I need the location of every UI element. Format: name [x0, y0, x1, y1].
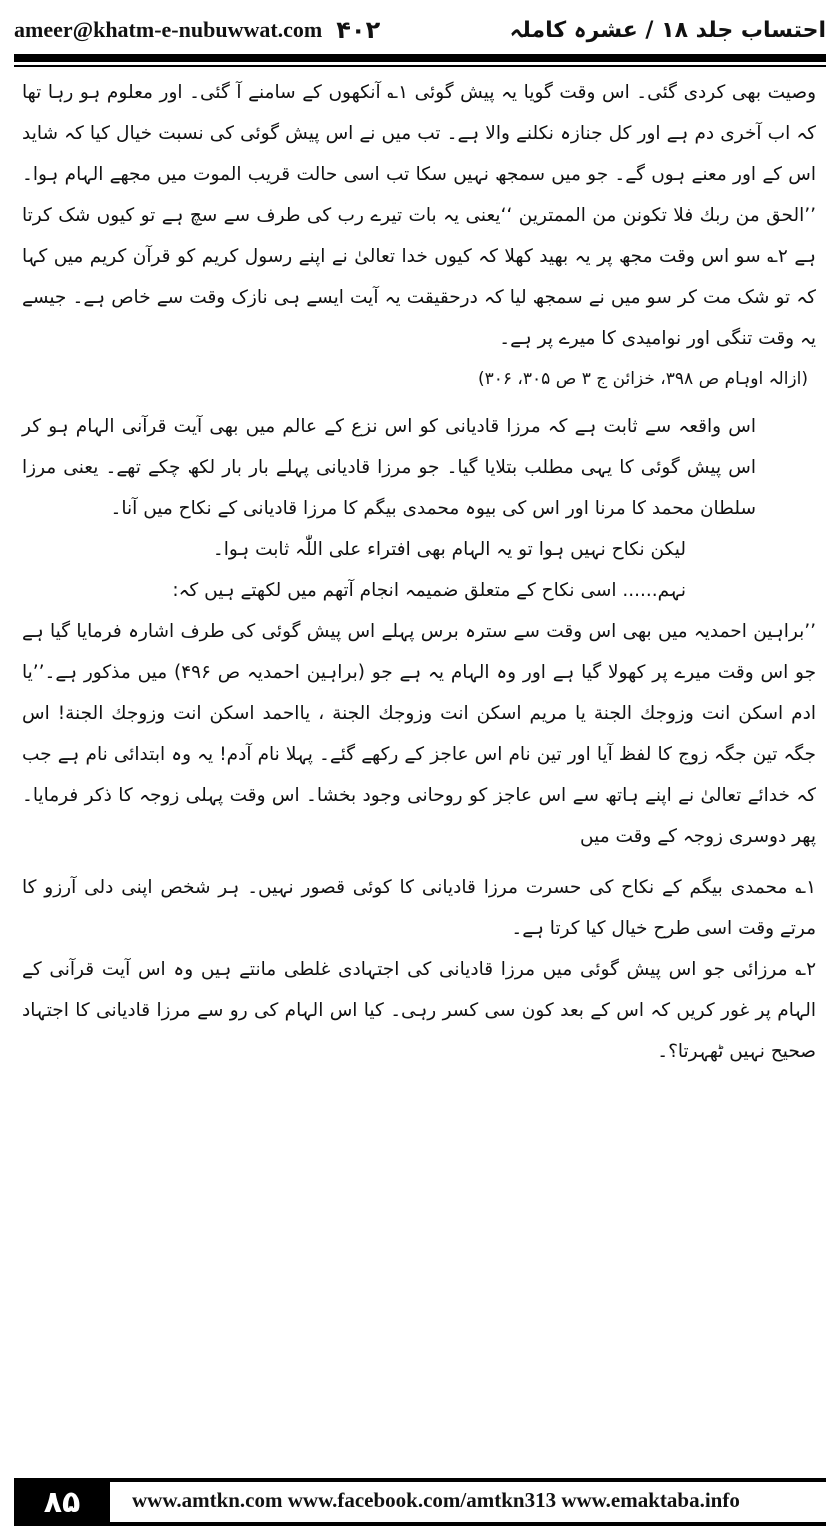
page-header	[14, 10, 826, 50]
paragraph-3: لیکن نکاح نہیں ہوا تو یہ الہام بھی افتراء علی اللّٰہ ثابت ہوا۔	[212, 539, 686, 560]
footnote-2: ۲؎ مرزائی جو اس پیش گوئی میں مرزا قادیانی کی اجتہادی غلطی مانتے ہیں وہ اس آیت قرآنی کے الہام پر غور کریں کہ اس کے بعد کون سی کسر رہی۔ کیا اس الہام کی رو سے مرزا قادیانی کا اجتہاد صحیح نہیں ٹھہرتا؟۔	[22, 959, 816, 1062]
header-page-number: ۴۰۲	[336, 16, 381, 44]
header-left	[14, 16, 380, 44]
page-footer	[14, 1478, 826, 1530]
footer-page-number: ۸۵	[14, 1478, 110, 1526]
paragraph-2: اس واقعہ سے ثابت ہے کہ مرزا قادیانی کو اس نزع کے عالم میں بھی آیت قرآنی الہام ہو کر اس پیش گوئی کا یہی مطلب بتلایا گیا۔ جو مرزا قادیانی پہلے بار بار لکھ چکے تھے۔ یعنی مرزا سلطان محمد کا مرنا اور اس کی بیوہ محمدی بیگم کا مرزا قادیانی کے نکاح میں آنا۔	[22, 416, 756, 519]
footnote-separator	[22, 857, 816, 867]
footer-rule-top	[110, 1478, 826, 1482]
header-rule-thick	[14, 54, 826, 62]
footnote-1: ۱؎ محمدی بیگم کے نکاح کی حسرت مرزا قادیانی کا کوئی قصور نہیں۔ ہر شخص اپنی دلی آرزو کا مرتے وقت اسی طرح خیال کیا کرتا ہے۔	[22, 877, 816, 939]
footer-rule-bottom	[110, 1522, 826, 1526]
paragraph-5: ’’براہین احمدیہ میں بھی اس وقت سے سترہ برس پہلے اس پیش گوئی کی طرف اشارہ فرمایا گیا ہے جو اس وقت میرے پر کھولا گیا ہے اور وہ الہام یہ ہے جو (براہین احمدیہ ص ۴۹۶) میں مذکور ہے۔’’یا ادم اسکن انت وزوجك الجنة یا مریم اسکن انت وزوجك الجنة ، یااحمد اسکن انت وزوجك الجنة! اس جگہ تین جگہ زوج کا لفظ آیا اور تین نام اس عاجز کے رکھے گئے۔ پہلا نام آدم! یہ وہ ابتدائی نام ہے جب کہ خدائے تعالیٰ نے اپنے ہاتھ سے اس عاجز کو روحانی وجود بخشا۔ اس وقت پہلی زوجہ کا ذکر فرمایا۔ پھر دوسری زوجہ کے وقت میں	[22, 621, 816, 847]
footer-urls: www.amtkn.com www.facebook.com/amtkn313 www.emaktaba.info	[132, 1488, 740, 1512]
reference-1: (ازالہ اوہام ص ۳۹۸، خزائن ج ۳ ص ۳۰۵، ۳۰۶)	[477, 369, 808, 389]
paragraph-4: نہم...... اسی نکاح کے متعلق ضمیمہ انجام آتھم میں لکھتے ہیں کہ:	[172, 580, 686, 601]
header-email: ameer@khatm-e-nubuwwat.com	[14, 17, 323, 42]
paragraph-1: وصیت بھی کردی گئی۔ اس وقت گویا یہ پیش گوئی ۱؎ آنکھوں کے سامنے آ گئی۔ اور معلوم ہو رہا تھا کہ اب آخری دم ہے اور کل جنازہ نکلنے والا ہے۔ تب میں نے اس پیش گوئی کی نسبت خیال کیا کہ شاید اس کے اور معنے ہوں گے۔ جو میں سمجھ نہیں سکا تب اسی حالت قریب الموت میں مجھے الہام ہوا۔ ’’الحق من ربك فلا تکونن من الممترین ‘‘یعنی یہ بات تیرے رب کی طرف سے سچ ہے تو کیوں شک کرتا ہے ۲؎ سو اس وقت مجھ پر یہ بھید کھلا کہ کیوں خدا تعالیٰ نے اپنے رسول کریم کو قرآن کریم میں کہا کہ تو شک مت کر سو میں نے سمجھ لیا کہ درحقیقت یہ آیت ایسے ہی نازک وقت سے خاص ہے۔ جیسے یہ وقت تنگی اور نوامیدی کا میرے پر ہے۔	[22, 82, 817, 349]
page-body	[22, 72, 816, 1452]
header-rule-thin	[14, 65, 826, 67]
header-book-title: احتساب جلد ۱۸ / عشرہ کاملہ	[509, 17, 826, 43]
